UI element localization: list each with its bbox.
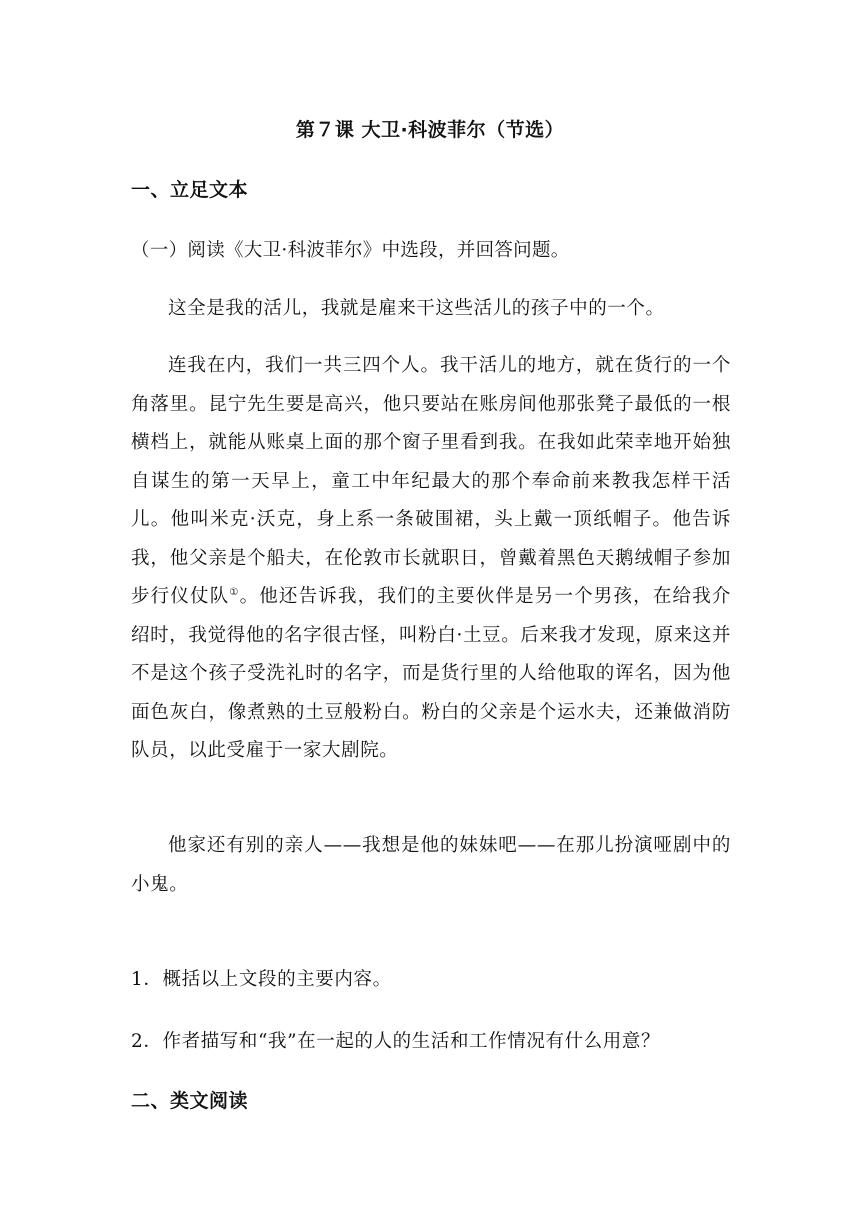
excerpt-paragraph-2-part-1: 连我在内，我们一共三四个人。我干活儿的地方，就在货行的一个角落里。昆宁先生要是高兴，他只要站在账房间他那张凳子最低的一根横档上，就能从账桌上面的那个窗子里看到我。在我如此荣幸地开始独自谋生的第一天早上，童工中年纪最大的那个奉命前来教我怎样干活儿。他叫米克·沃克，身上系一条破围裙，头上戴一顶纸帽子。他告诉我，他父亲是个船夫，在伦敦市长就职日，曾戴着黑色天鹅绒帽子参加步行仪仗队 — [131, 355, 731, 607]
footnote-marker: ① — [229, 586, 240, 598]
lesson-title: 第７课 大卫·科波菲尔（节选） — [295, 119, 565, 141]
excerpt-paragraph-2-part-2: 。他还告诉我，我们的主要伙伴是另一个男孩，在给我介绍时，我觉得他的名字很古怪，叫粉白·土豆。后来我才发现，原来这并不是这个孩子受洗礼时的名字，而是货行里的人给他取的诨名，因为他面色灰白，像煮熟的土豆般粉白。粉白的父亲是个运水夫，还兼做消防队员，以此受雇于一家大剧院。 — [131, 586, 731, 761]
section-heading-2: 二、类文阅读 — [131, 1090, 249, 1112]
reading-instruction: （一）阅读《大卫·科波菲尔》中选段，并回答问题。 — [131, 240, 570, 261]
excerpt-paragraph-1: 这全是我的活儿，我就是雇来干这些活儿的孩子中的一个。 — [168, 298, 665, 319]
excerpt-paragraph-2 — [131, 347, 731, 771]
section-heading-1: 一、立足文本 — [131, 179, 249, 201]
question-2: 2．作者描写和“我”在一起的人的生活和工作情况有什么用意？ — [131, 1031, 661, 1052]
question-1: 1．概括以上文段的主要内容。 — [131, 969, 392, 990]
excerpt-paragraph-3: 他家还有别的亲人——我想是他的妹妹吧——在那儿扮演哑剧中的小鬼。 — [131, 835, 731, 895]
